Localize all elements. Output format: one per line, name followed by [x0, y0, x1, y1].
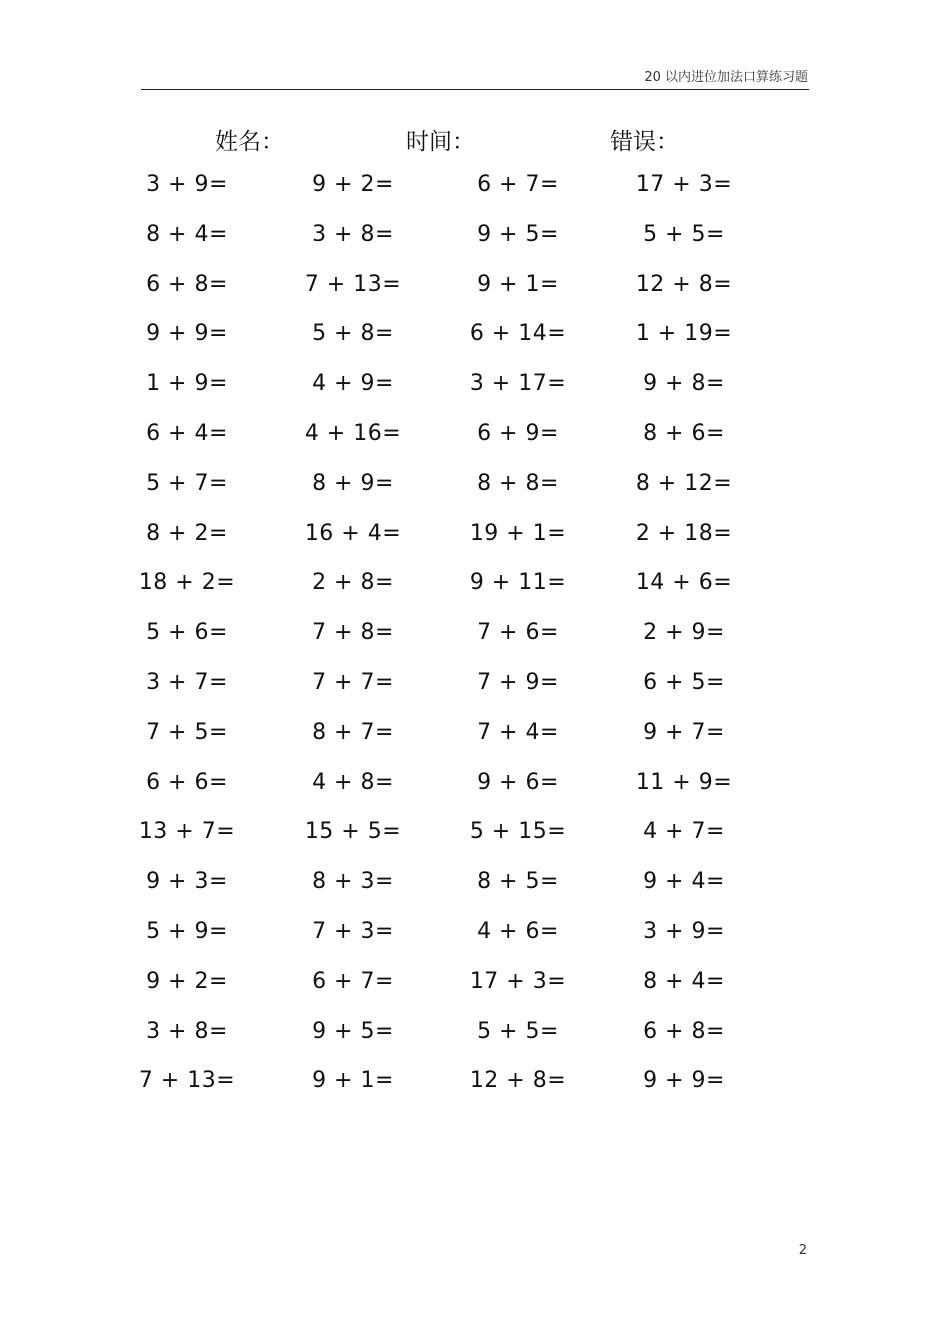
problem-item: 4 + 9= — [312, 371, 394, 396]
problem-item: 9 + 5= — [312, 1019, 394, 1044]
problem-item: 2 + 18= — [635, 521, 733, 546]
student-info-row — [0, 126, 950, 158]
problem-item: 7 + 7= — [312, 670, 394, 695]
problem-item: 8 + 3= — [312, 869, 394, 894]
header-rule — [141, 89, 809, 90]
problem-item: 4 + 7= — [643, 819, 725, 844]
problem-item: 8 + 5= — [477, 869, 559, 894]
problem-item: 7 + 3= — [312, 919, 394, 944]
problem-item: 3 + 17= — [469, 371, 567, 396]
problem-item: 9 + 2= — [146, 969, 228, 994]
problem-item: 7 + 5= — [146, 720, 228, 745]
problem-item: 8 + 7= — [312, 720, 394, 745]
errors-label: 错误： — [610, 129, 679, 155]
problem-item: 15 + 5= — [304, 819, 402, 844]
page-number: 2 — [798, 1243, 807, 1258]
problem-item: 6 + 8= — [643, 1019, 725, 1044]
problem-item: 5 + 9= — [146, 919, 228, 944]
problem-item: 9 + 5= — [477, 222, 559, 247]
problem-item: 7 + 13= — [138, 1068, 236, 1093]
problem-item: 5 + 6= — [146, 620, 228, 645]
problem-item: 6 + 5= — [643, 670, 725, 695]
problem-item: 6 + 8= — [146, 272, 228, 297]
problem-item: 5 + 8= — [312, 321, 394, 346]
time-label: 时间： — [406, 129, 475, 155]
problem-item: 5 + 5= — [477, 1019, 559, 1044]
problem-item: 9 + 9= — [146, 321, 228, 346]
problem-item: 9 + 8= — [643, 371, 725, 396]
problem-item: 7 + 13= — [304, 272, 402, 297]
problem-item: 8 + 4= — [146, 222, 228, 247]
name-label: 姓名： — [215, 129, 284, 155]
problem-item: 3 + 7= — [146, 670, 228, 695]
problem-item: 5 + 15= — [469, 819, 567, 844]
problem-item: 7 + 8= — [312, 620, 394, 645]
problem-item: 5 + 7= — [146, 471, 228, 496]
problem-item: 13 + 7= — [138, 819, 236, 844]
problem-item: 2 + 9= — [643, 620, 725, 645]
problem-item: 9 + 1= — [477, 272, 559, 297]
problem-item: 4 + 8= — [312, 770, 394, 795]
problem-item: 1 + 19= — [635, 321, 733, 346]
problem-item: 12 + 8= — [635, 272, 733, 297]
problem-item: 14 + 6= — [635, 570, 733, 595]
problem-item: 8 + 6= — [643, 421, 725, 446]
problem-item: 8 + 9= — [312, 471, 394, 496]
problem-item: 6 + 6= — [146, 770, 228, 795]
problem-item: 6 + 9= — [477, 421, 559, 446]
problem-item: 8 + 8= — [477, 471, 559, 496]
problem-item: 3 + 8= — [312, 222, 394, 247]
problem-item: 6 + 14= — [469, 321, 567, 346]
problem-item: 6 + 4= — [146, 421, 228, 446]
problem-item: 7 + 6= — [477, 620, 559, 645]
problem-item: 5 + 5= — [643, 222, 725, 247]
problem-item: 9 + 1= — [312, 1068, 394, 1093]
problem-item: 8 + 2= — [146, 521, 228, 546]
problem-item: 9 + 9= — [643, 1068, 725, 1093]
problem-item: 3 + 8= — [146, 1019, 228, 1044]
problem-item: 3 + 9= — [146, 172, 228, 197]
problem-item: 17 + 3= — [469, 969, 567, 994]
problem-item: 3 + 9= — [643, 919, 725, 944]
page-header-title: 20 以内进位加法口算练习题 — [644, 70, 808, 85]
problem-item: 8 + 4= — [643, 969, 725, 994]
problem-item: 9 + 4= — [643, 869, 725, 894]
problem-item: 17 + 3= — [635, 172, 733, 197]
problem-item: 12 + 8= — [469, 1068, 567, 1093]
problem-item: 9 + 6= — [477, 770, 559, 795]
problem-item: 7 + 9= — [477, 670, 559, 695]
problem-item: 9 + 7= — [643, 720, 725, 745]
problem-item: 19 + 1= — [469, 521, 567, 546]
problem-item: 9 + 2= — [312, 172, 394, 197]
problem-item: 2 + 8= — [312, 570, 394, 595]
problem-item: 8 + 12= — [635, 471, 733, 496]
problem-item: 9 + 3= — [146, 869, 228, 894]
problem-item: 18 + 2= — [138, 570, 236, 595]
problem-item: 1 + 9= — [146, 371, 228, 396]
problem-item: 6 + 7= — [312, 969, 394, 994]
problem-item: 6 + 7= — [477, 172, 559, 197]
problem-item: 9 + 11= — [469, 570, 567, 595]
problem-item: 11 + 9= — [635, 770, 733, 795]
problem-item: 16 + 4= — [304, 521, 402, 546]
problem-item: 7 + 4= — [477, 720, 559, 745]
problem-item: 4 + 6= — [477, 919, 559, 944]
problem-item: 4 + 16= — [304, 421, 402, 446]
